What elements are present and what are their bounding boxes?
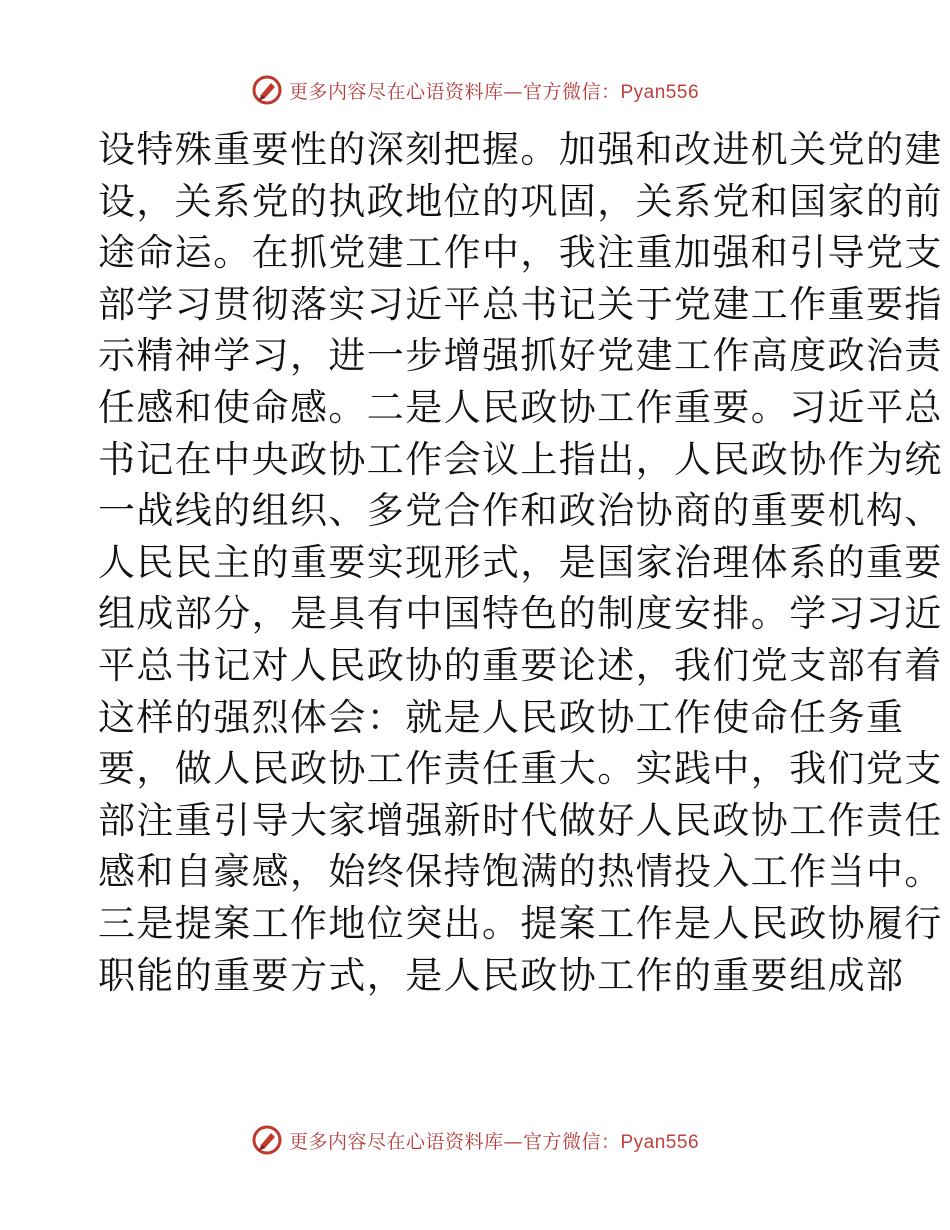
- document-body: [98, 124, 943, 1001]
- body-line: 人民民主的重要实现形式，是国家治理体系的重要: [98, 540, 943, 584]
- body-line: 设，关系党的执政地位的巩固，关系党和国家的前: [98, 179, 943, 223]
- body-line: 部学习贯彻落实习近平总书记关于党建工作重要指: [98, 282, 943, 326]
- footer-banner-text: [289, 1127, 699, 1154]
- footer-banner: [0, 1120, 950, 1160]
- body-line: 一战线的组织、多党合作和政治协商的重要机构、: [98, 489, 943, 533]
- brand-logo-icon: [251, 74, 283, 106]
- body-line: 要，做人民政协工作责任重大。实践中，我们党支: [98, 747, 943, 791]
- body-line: 部注重引导大家增强新时代做好人民政协工作责任: [98, 798, 943, 842]
- body-line: 书记在中央政协工作会议上指出，人民政协作为统: [98, 437, 943, 481]
- footer-wechat-id: Pyan556: [620, 1131, 700, 1153]
- footer-site-text: 更多内容尽在心语资料库—官方微信：: [288, 1130, 621, 1153]
- body-line: 途命运。在抓党建工作中，我注重加强和引导党支: [98, 231, 943, 275]
- body-line: 设特殊重要性的深刻把握。加强和改进机关党的建: [98, 128, 943, 171]
- body-line: 平总书记对人民政协的重要论述，我们党支部有着: [98, 643, 943, 687]
- header-banner-text: [289, 77, 699, 104]
- header-site-text: 更多内容尽在心语资料库—官方微信：: [288, 80, 621, 103]
- body-line: 示精神学习，进一步增强抓好党建工作高度政治责: [98, 334, 943, 378]
- body-line: 三是提案工作地位突出。提案工作是人民政协履行: [98, 901, 943, 945]
- body-line: 职能的重要方式，是人民政协工作的重要组成部: [98, 953, 905, 997]
- header-wechat-id: Pyan556: [620, 81, 700, 103]
- body-line: 这样的强烈体会：就是人民政协工作使命任务重: [98, 695, 905, 739]
- brand-logo-icon: [251, 1124, 283, 1156]
- header-banner: [0, 70, 950, 110]
- body-line: 任感和使命感。二是人民政协工作重要。习近平总: [98, 385, 943, 429]
- body-line: 感和自豪感，始终保持饱满的热情投入工作当中。: [98, 850, 943, 894]
- body-line: 组成部分，是具有中国特色的制度安排。学习习近: [98, 592, 943, 636]
